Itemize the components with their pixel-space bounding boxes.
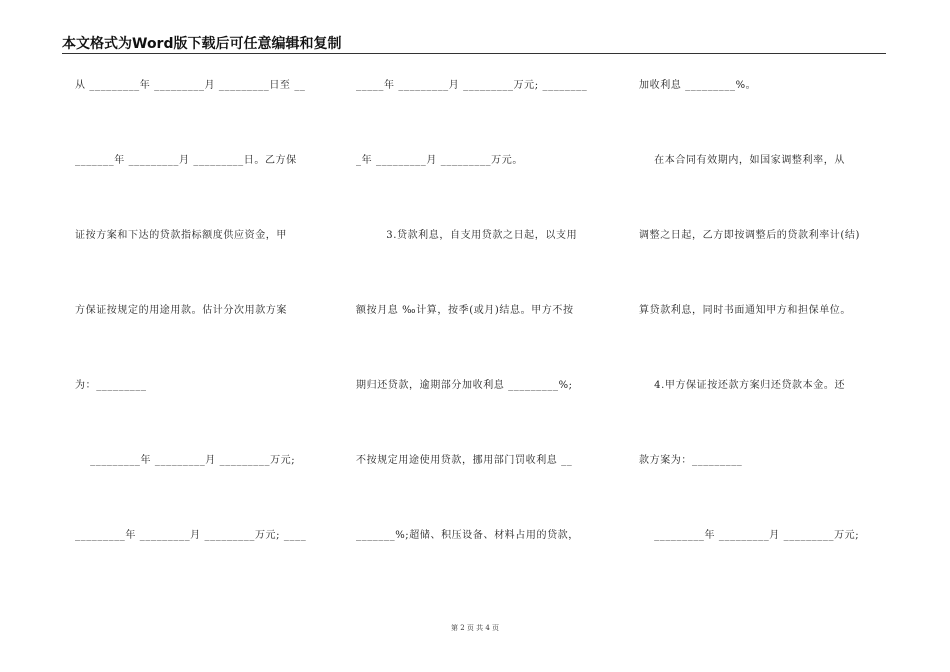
page-footer: 第 2 页 共 4 页	[450, 624, 500, 632]
text-line: _年 _________月 _________万元。	[356, 155, 523, 166]
text-line: 款方案为：_________	[639, 455, 743, 466]
text-line: _________年 _________月 _________万元;	[75, 455, 296, 466]
text-line: _______%;超储、积压设备、材料占用的贷款，	[356, 530, 579, 541]
text-column-1	[75, 0, 325, 672]
text-line: 不按规定用途使用贷款，挪用部门罚收利息 __	[356, 455, 573, 466]
text-line: _____年 _________月 _________万元; ________	[356, 80, 588, 91]
text-line: 证按方案和下达的贷款指标额度供应资金，甲	[75, 230, 287, 241]
text-line: 为：_________	[75, 380, 147, 391]
text-line: 方保证按规定的用途用款。估计分次用款方案	[75, 305, 287, 316]
text-line: 从 _________年 _________月 _________日至 __	[75, 80, 306, 91]
text-column-3	[639, 0, 889, 672]
text-line: _______年 _________月 _________日。乙方保	[75, 155, 297, 166]
text-line: 4.甲方保证按还款方案归还贷款本金。还	[639, 380, 846, 391]
text-line: 在本合同有效期内，如国家调整利率，从	[639, 155, 845, 166]
text-line: _________年 _________月 _________万元; ____	[75, 530, 307, 541]
text-line: 3.贷款利息，自支用贷款之日起，以支用	[356, 230, 578, 241]
text-line: 加收利息 _________%。	[639, 80, 757, 91]
header-title: 本文格式为Word版下载后可任意编辑和复制	[62, 36, 342, 52]
text-line: _________年 _________月 _________万元;	[639, 530, 860, 541]
text-line: 额按月息 ‰计算，按季(或月)结息。甲方不按	[356, 305, 574, 316]
text-column-2	[356, 0, 606, 672]
text-line: 期归还贷款，逾期部分加收利息 _________%;	[356, 380, 573, 391]
text-line: 调整之日起，乙方即按调整后的贷款利率计(结)	[639, 230, 861, 241]
text-line: 算贷款利息，同时书面通知甲方和担保单位。	[639, 305, 851, 316]
